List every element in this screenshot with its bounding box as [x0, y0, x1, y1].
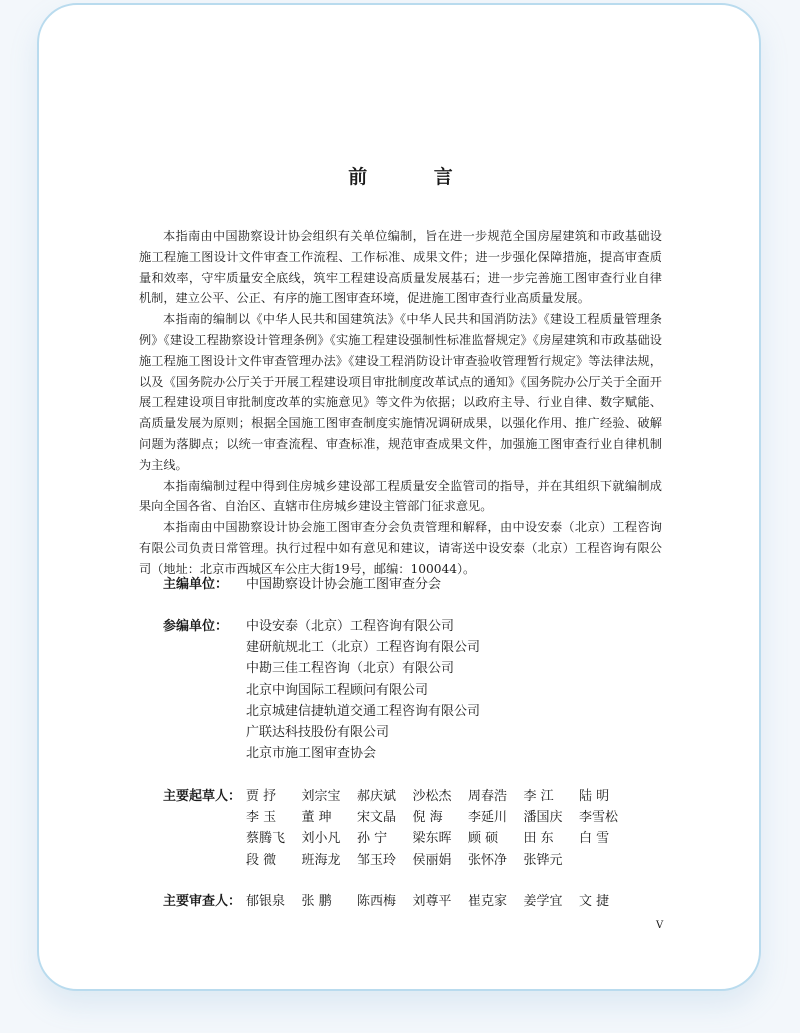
reviewers-row — [163, 891, 619, 912]
chief-editor-row — [163, 574, 441, 595]
participating-units-label: 参编单位： — [163, 619, 229, 634]
paragraph: 本指南的编制以《中华人民共和国建筑法》《中华人民共和国消防法》《建设工程质量管理条例》《建设工程勘察设计管理条例》《实施工程建设强制性标准监督规定》《房屋建筑和市政基础设施工程施工图设计文件审查管理办法》《建设工程消防设计审查验收管理暂行规定》等法律法规，以及《国务院办公厅关于开展工程建设项目审批制度改革试点的通知》《国务院办公厅关于全面开展工程建设项目审批制度改革的实施意见》等文件为依据；以政府主导、行业自律、数字赋能、高质量发展为原则；根据全国施工图审查制度实施情况调研成果，以强化作用、推广经验、破解问题为落脚点；以统一审查流程、审查标准，规范审查成果文件，加强施工图审查行业自律机制为主线。 — [139, 312, 662, 472]
person-name: 潘国庆 — [523, 810, 563, 826]
person-name: 刘尊平 — [412, 894, 452, 909]
person-name: 宋文晶 — [357, 810, 397, 826]
person-name: 顾 硕 — [468, 831, 499, 847]
list-item: 建研航规北工（北京）工程咨询有限公司 — [246, 640, 481, 656]
person-name: 李 江 — [523, 789, 554, 804]
paragraph: 本指南由中国勘察设计协会组织有关单位编制，旨在进一步规范全国房屋建筑和市政基础设施工程施工图设计文件审查工作流程、工作标准、成果文件；进一步强化保障措施，提高审查质量和效率，守牢质量安全底线，筑牢工程建设高质量发展基石；进一步完善施工图审查行业自律机制，建立公平、公正、有序的施工图审查环境，促进施工图审查行业高质量发展。 — [139, 229, 662, 306]
drafters-row — [163, 786, 619, 871]
person-name: 刘宗宝 — [301, 789, 341, 804]
person-name: 侯丽娟 — [412, 852, 452, 868]
person-name: 张铧元 — [523, 852, 563, 868]
person-name: 张 鹏 — [301, 894, 332, 909]
page-number: V — [656, 920, 664, 931]
person-name: 李雪松 — [579, 810, 619, 826]
list-item: 北京市施工图审查协会 — [246, 746, 377, 762]
person-name: 陈西梅 — [357, 894, 397, 909]
person-name: 李延川 — [468, 810, 508, 826]
person-name: 段 微 — [246, 852, 277, 868]
list-item: 广联达科技股份有限公司 — [246, 725, 390, 741]
person-name: 邹玉玲 — [357, 852, 397, 868]
paragraph: 本指南由中国勘察设计协会施工图审查分会负责管理和解释，由中设安泰（北京）工程咨询有限公司负责日常管理。执行过程中如有意见和建议，请寄送中设安泰（北京）工程咨询有限公司（地址：北京市西城区车公庄大街19号，邮编：100044）。 — [139, 520, 662, 576]
preface-body — [139, 226, 662, 580]
person-name: 郁银泉 — [246, 894, 286, 909]
participating-units-row — [163, 616, 480, 764]
person-name: 倪 海 — [412, 810, 443, 826]
person-name: 蔡腾飞 — [246, 831, 286, 847]
person-name: 沙松杰 — [412, 789, 452, 804]
person-name: 白 雪 — [579, 831, 610, 847]
person-name: 周春浩 — [468, 789, 508, 804]
person-name: 贾 抒 — [246, 789, 277, 804]
person-name: 田 东 — [523, 831, 554, 847]
paragraph: 本指南编制过程中得到住房城乡建设部工程质量安全监管司的指导，并在其组织下就编制成果向全国各省、自治区、直辖市住房城乡建设主管部门征求意见。 — [139, 478, 662, 514]
person-name: 崔克家 — [468, 894, 508, 909]
person-name: 陆 明 — [579, 789, 610, 804]
list-item: 中勘三佳工程咨询（北京）有限公司 — [246, 661, 455, 677]
person-name: 刘小凡 — [301, 831, 341, 847]
person-name: 孙 宁 — [357, 831, 388, 847]
person-name: 李 玉 — [246, 810, 277, 826]
person-name: 郝庆斌 — [357, 789, 397, 804]
chief-editor-label: 主编单位： — [163, 577, 229, 592]
participating-units-list — [246, 616, 480, 764]
list-item: 中设安泰（北京）工程咨询有限公司 — [246, 619, 455, 634]
drafters-label: 主要起草人： — [163, 789, 242, 804]
person-name: 姜学宜 — [523, 894, 563, 909]
person-name: 班海龙 — [301, 852, 341, 868]
person-name: 董 珅 — [301, 810, 332, 826]
person-name: 张怀净 — [468, 852, 508, 868]
person-name: 梁东晖 — [412, 831, 452, 847]
page-title: 前 言 — [348, 166, 483, 188]
person-name: 文 捷 — [579, 894, 610, 909]
reviewers-list — [246, 891, 619, 912]
list-item: 北京城建信捷轨道交通工程咨询有限公司 — [246, 703, 481, 719]
drafters-list — [246, 786, 619, 871]
list-item: 北京中询国际工程顾问有限公司 — [246, 682, 429, 698]
chief-editor-value: 中国勘察设计协会施工图审查分会 — [246, 577, 442, 592]
reviewers-label: 主要审查人： — [163, 894, 242, 909]
